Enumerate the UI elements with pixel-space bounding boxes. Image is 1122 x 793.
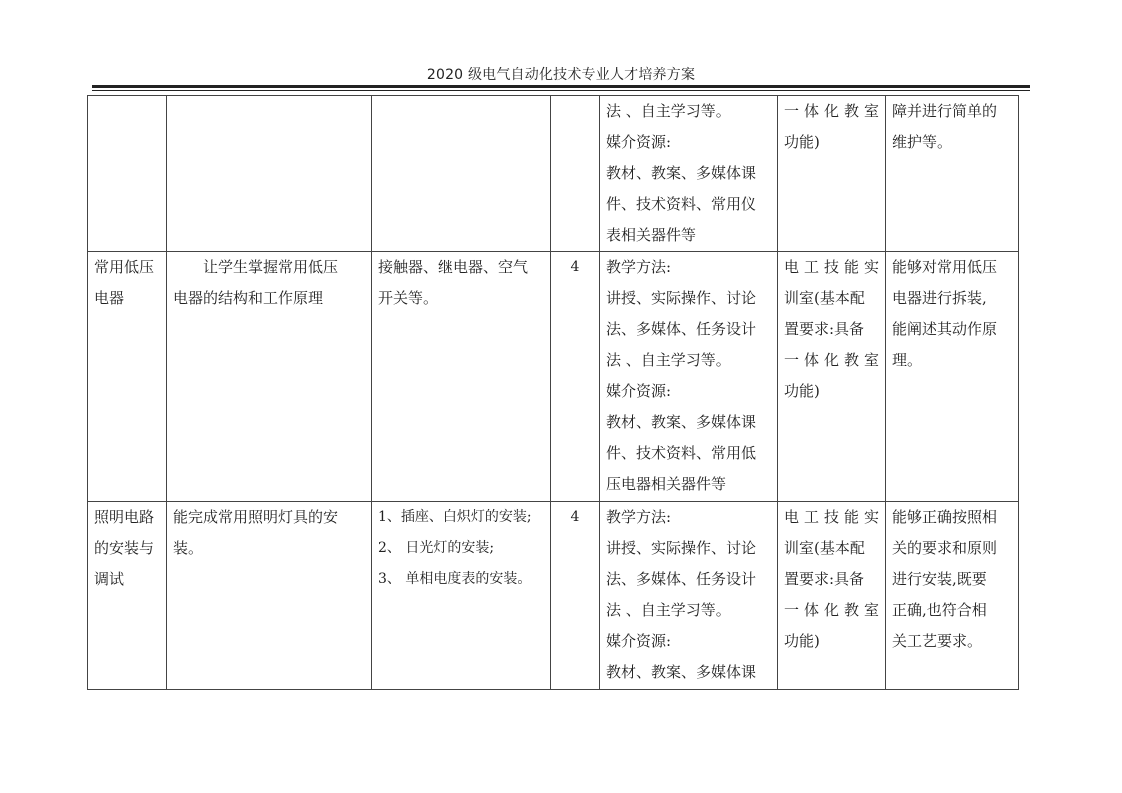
course-table: [87, 95, 1019, 690]
hours-cell: 4: [551, 252, 600, 502]
methods-line: 表相关器件等: [606, 226, 697, 244]
module-name-line: 的安装与: [94, 539, 155, 557]
conditions-line: 置要求:具备: [784, 570, 865, 588]
conditions-line: 训室(基本配: [784, 539, 865, 557]
methods-line: 媒介资源:: [606, 133, 672, 151]
assessment-line: 维护等。: [892, 133, 953, 151]
methods-line: 法、多媒体、任务设计: [606, 320, 757, 338]
methods-line: 媒介资源:: [606, 382, 672, 400]
methods-cell: [600, 502, 778, 690]
conditions-line: 置要求:具备: [784, 320, 865, 338]
methods-line: 媒介资源:: [606, 632, 672, 650]
objective-cell: [167, 96, 372, 252]
module-name-cell: [88, 252, 167, 502]
conditions-line: 电工技能实: [784, 508, 879, 526]
objective-cell: [167, 502, 372, 690]
assessment-line: 关工艺要求。: [892, 632, 983, 650]
assessment-line: 障并进行简单的: [892, 102, 998, 120]
module-name-line: 常用低压: [94, 258, 155, 276]
assessment-line: 能够正确按照相: [892, 508, 998, 526]
methods-line: 法 、自主学习等。: [606, 351, 731, 369]
objective-line: 电器的结构和工作原理: [173, 289, 324, 307]
methods-line: 法 、自主学习等。: [606, 102, 731, 120]
methods-line: 法 、自主学习等。: [606, 601, 731, 619]
conditions-cell: [778, 252, 886, 502]
methods-line: 讲授、实际操作、讨论: [606, 539, 757, 557]
content-cell: [372, 96, 551, 252]
assessment-cell: [886, 96, 1019, 252]
module-name-cell: [88, 502, 167, 690]
conditions-line: 功能): [784, 133, 820, 151]
conditions-cell: [778, 502, 886, 690]
methods-line: 教材、教案、多媒体课: [606, 413, 757, 431]
methods-line: 法、多媒体、任务设计: [606, 570, 757, 588]
header-rule-thin: [92, 90, 1030, 91]
methods-line: 讲授、实际操作、讨论: [606, 289, 757, 307]
methods-cell: [600, 96, 778, 252]
objective-line: 能完成常用照明灯具的安: [173, 508, 339, 526]
module-name-line: 调试: [94, 570, 125, 588]
header-rule-thick: [92, 85, 1030, 88]
module-name-cell: [88, 96, 167, 252]
table-row: [88, 252, 1019, 502]
conditions-line: 电工技能实: [784, 258, 879, 276]
objective-line: 装。: [173, 539, 204, 557]
page-header-title: 2020 级电气自动化技术专业人才培养方案: [426, 67, 696, 83]
content-cell: [372, 502, 551, 690]
methods-cell: [600, 252, 778, 502]
table-row: [88, 96, 1019, 252]
content-line: 接触器、继电器、空气: [378, 258, 529, 276]
assessment-line: 电器进行拆装,: [892, 289, 987, 307]
methods-line: 件、技术资料、常用仪: [606, 195, 757, 213]
conditions-line: 一体化教室: [784, 102, 879, 120]
content-line: 开关等。: [378, 289, 439, 307]
content-line: 2、 日光灯的安装;: [378, 540, 495, 556]
module-name-line: 照明电路: [94, 508, 155, 526]
assessment-line: 正确,也符合相: [892, 601, 987, 619]
objective-line: 让学生掌握常用低压: [203, 258, 339, 276]
methods-line: 压电器相关器件等: [606, 475, 727, 493]
content-cell: [372, 252, 551, 502]
methods-line: 教学方法:: [606, 508, 672, 526]
assessment-line: 进行安装,既要: [892, 570, 987, 588]
assessment-line: 能够对常用低压: [892, 258, 998, 276]
hours-cell: 4: [551, 502, 600, 690]
conditions-line: 一体化教室: [784, 351, 879, 369]
conditions-line: 训室(基本配: [784, 289, 865, 307]
assessment-cell: [886, 252, 1019, 502]
conditions-cell: [778, 96, 886, 252]
content-line: 1、插座、白炽灯的安装;: [378, 509, 532, 525]
methods-line: 教学方法:: [606, 258, 672, 276]
assessment-line: 关的要求和原则: [892, 539, 998, 557]
methods-line: 教材、教案、多媒体课: [606, 164, 757, 182]
conditions-line: 功能): [784, 382, 820, 400]
conditions-line: 一体化教室: [784, 601, 879, 619]
assessment-cell: [886, 502, 1019, 690]
hours-cell: [551, 96, 600, 252]
module-name-line: 电器: [94, 289, 125, 307]
methods-line: 教材、教案、多媒体课: [606, 663, 757, 681]
objective-cell: [167, 252, 372, 502]
assessment-line: 能阐述其动作原: [892, 320, 998, 338]
assessment-line: 理。: [892, 351, 923, 369]
methods-line: 件、技术资料、常用低: [606, 444, 757, 462]
content-line: 3、 单相电度表的安装。: [378, 571, 532, 587]
conditions-line: 功能): [784, 632, 820, 650]
table-row: [88, 502, 1019, 690]
